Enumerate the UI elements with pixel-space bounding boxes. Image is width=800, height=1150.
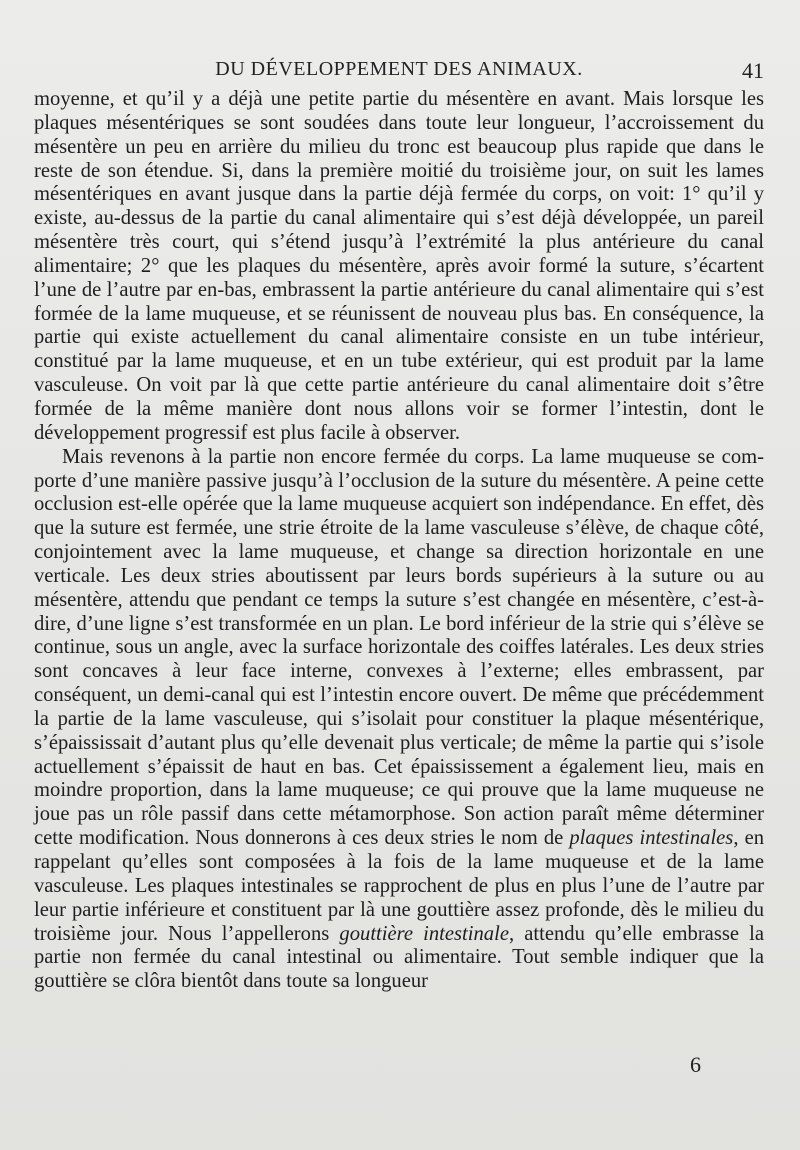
paragraph-1 <box>34 88 764 446</box>
body-text <box>34 88 764 994</box>
paragraph-2-text-before: Mais revenons à la partie non encore fermée du corps. La lame muqueuse se comporte d’une manière passive jusqu’à l’occlusion de la suture du mésentère. A peine cette occlusion est-elle opérée que la lame muqueuse acquiert son indépendance. En effet, dès que la suture est fermée, une strie étroite de la lame vasculeuse s’élève, de chaque côté, conjointement avec la lame muqueuse, et change sa direction horizontale en une verticale. Les deux stries aboutissent par leurs bords supérieurs à la suture ou au mésentère, attendu que pendant ce temps la suture s’est changée en mésentère, c’est-à-dire, d’une ligne s’est transformée en un plan. Le bord inférieur de la strie qui s’élève se continue, sous un angle, avec la surface horizontale des coiffes latérales. Les deux stries sont concaves à leur face interne, convexes à l’externe; elles embrassent, par conséquent, un demi-canal qui est l’intestin encore ouvert. De même que précédemment la partie de la lame vasculeuse, qui s’isolait pour constituer la plaque mésentérique, s’épaississait d’autant plus qu’elle devenait plus verticale; de même la partie qui s’isole actuellement s’épaissit de haut en bas. Cet épaississement a également lieu, mais en moindre proportion, dans la lame muqueuse; ce qui prouve que la lame muqueuse ne joue pas un rôle passif dans cette métamorphose. Son action paraît même déterminer cette modification. Nous donnerons à ces deux stries le nom de <box>34 445 764 850</box>
term-plaques-intestinales: plaques intestinales <box>569 827 734 850</box>
paragraph-2-text-middle: , en rappelant qu’elles sont composées à la fois de la lame muqueuse et de la lame vasculeuse. Les plaques intestinales se rapprochent de plus en plus l’une de l’autre par leur partie inférieure et constituent par là une gouttière assez profonde, dès le milieu du troisième jour. Nous l’appellerons <box>34 827 765 945</box>
running-head <box>34 58 764 88</box>
page-number: 41 <box>742 58 764 83</box>
paragraph-2-text-after: , attendu qu’elle embrasse la partie non fermée du canal intestinal ou alimentaire. Tout semble indiquer que la gouttière se clôra bientôt dans toute sa longueur <box>34 922 765 993</box>
signature-mark: 6 <box>690 1052 701 1077</box>
paragraph-1-text: moyenne, et qu’il y a déjà une petite partie du mésentère en avant. Mais lorsque les plaques mésentériques se sont soudées dans toute leur longueur, l’accroissement du mésentère un peu en arrière du milieu du tronc est beaucoup plus rapide que dans le reste de son étendue. Si, dans la première moitié du troisième jour, on suit les lames mésentériques en avant jusque dans la partie déjà fermée du corps, on voit: 1° qu’il y existe, au-dessus de la partie du canal alimentaire qui s’est déjà développée, un pareil mésentère très court, qui s’étend jusqu’à l’extrémité la plus antérieure du canal alimentaire; 2° que les plaques du mésentère, après avoir formé la suture, s’écartent l’une de l’autre par en-bas, embrassent la partie antérieure du canal alimentaire qui s’est formée de la lame muqueuse, et se réunissent de nouveau plus bas. En conséquence, la partie qui existe actuellement du canal alimentaire consiste en un tube intérieur, constitué par la lame muqueuse, et en un tube extérieur, qui est produit par la lame vasculeuse. On voit par là que cette partie antérieure du canal alimentaire doit s’être formée de la même manière dont nous allons voir se former l’intestin, dont le développement progressif est plus facile à observer. <box>34 88 764 444</box>
running-title: DU DÉVELOPPEMENT DES ANIMAUX. <box>215 58 583 80</box>
term-gouttiere-intestinale: gouttière intestinale <box>339 922 509 945</box>
paragraph-2 <box>34 446 764 994</box>
